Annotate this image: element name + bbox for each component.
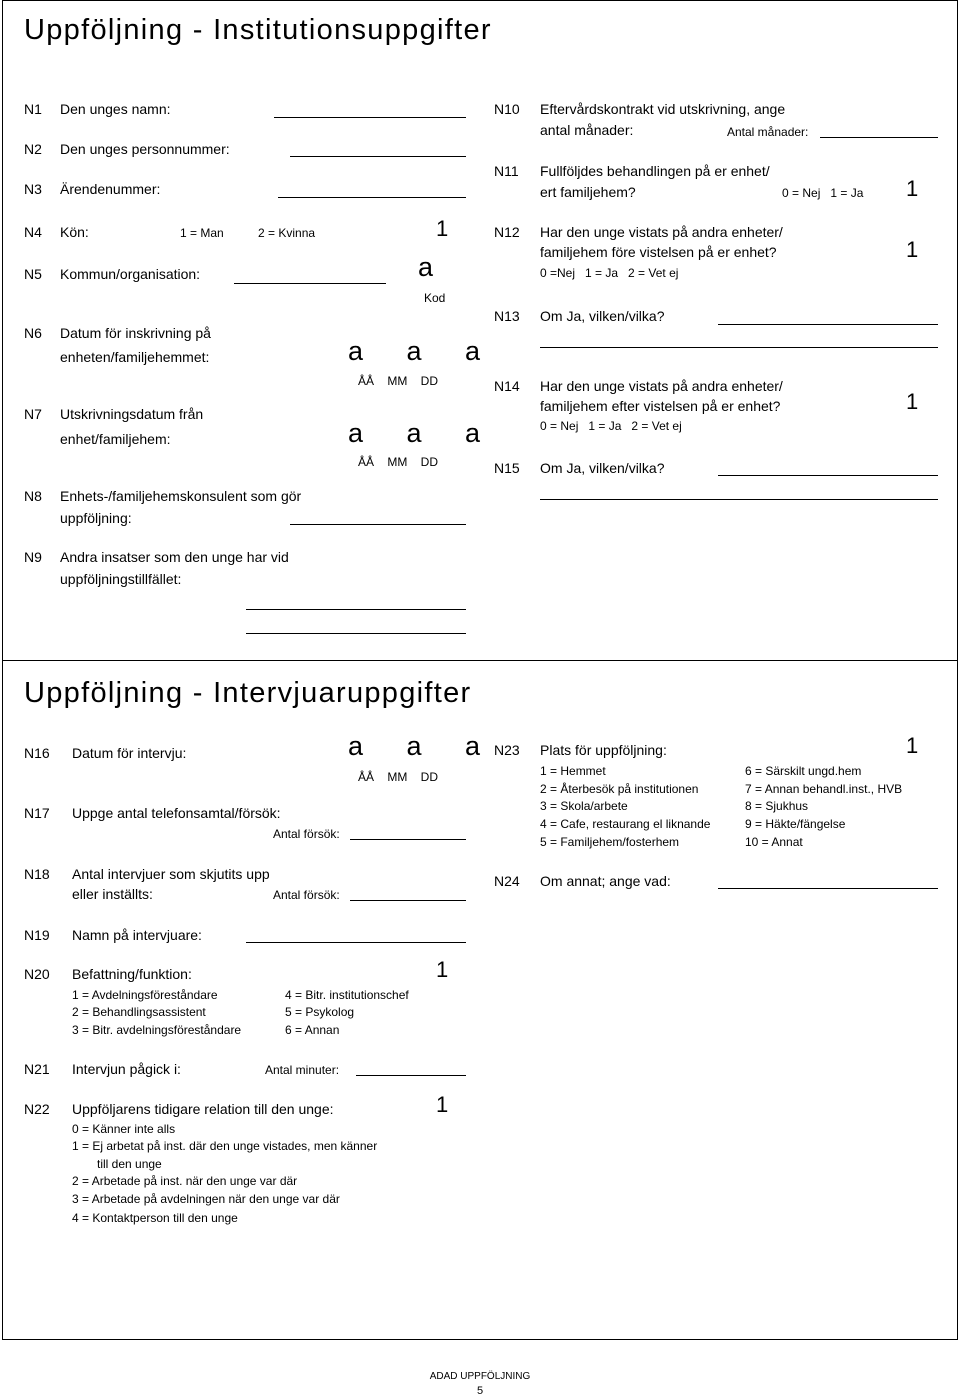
n3-arendenummer-field[interactable] bbox=[278, 197, 466, 198]
n13-vilka-field-2[interactable] bbox=[540, 347, 938, 348]
n13-code: N13 bbox=[494, 308, 520, 324]
n19-code: N19 bbox=[24, 927, 50, 943]
n15-vilka-field-2[interactable] bbox=[540, 499, 938, 500]
n4-option-man: 1 = Man bbox=[180, 226, 224, 240]
n22-option: till den unge bbox=[97, 1157, 162, 1171]
n4-option-kvinna: 2 = Kvinna bbox=[258, 226, 316, 240]
n10-field-label: Antal månader: bbox=[727, 125, 809, 139]
n23-option: 2 = Återbesök på institutionen bbox=[540, 782, 699, 796]
n19-intervjuare-field[interactable] bbox=[246, 942, 466, 943]
n18-label-line1: Antal intervjuer som skjutits upp bbox=[72, 866, 270, 882]
n17-forsok-field[interactable] bbox=[350, 839, 466, 840]
n10-label-line1: Eftervårdskontrakt vid utskrivning, ange bbox=[540, 101, 786, 117]
n8-label-line2: uppföljning: bbox=[60, 510, 132, 526]
n20-answer-box[interactable]: 1 bbox=[436, 957, 449, 982]
n9-label-line1: Andra insatser som den unge har vid bbox=[60, 549, 289, 565]
section1-title: Uppföljning - Institutionsuppgifter bbox=[24, 14, 492, 46]
n3-code: N3 bbox=[24, 181, 42, 197]
n9-insatser-field-2[interactable] bbox=[246, 633, 466, 634]
n20-option: 2 = Behandlingsassistent bbox=[72, 1005, 206, 1019]
n22-option: 0 = Känner inte alls bbox=[72, 1122, 176, 1136]
n1-label: Den unges namn: bbox=[60, 101, 171, 117]
n16-date-labels: ÅÅ MM DD bbox=[358, 770, 439, 784]
n23-label: Plats för uppföljning: bbox=[540, 742, 667, 758]
n17-field-label: Antal försök: bbox=[273, 827, 340, 841]
n7-label-line2: enhet/familjehem: bbox=[60, 431, 171, 447]
n23-code: N23 bbox=[494, 742, 520, 758]
n20-option: 3 = Bitr. avdelningsföreståndare bbox=[72, 1023, 242, 1037]
n6-label-line2: enheten/familjehemmet: bbox=[60, 349, 210, 365]
n22-option: 1 = Ej arbetat på inst. där den unge vistades, men känner bbox=[72, 1139, 378, 1153]
n11-label-line2: ert familjehem? bbox=[540, 184, 636, 200]
n7-date-boxes[interactable]: a a a bbox=[348, 418, 499, 448]
n23-option: 8 = Sjukhus bbox=[745, 799, 809, 813]
n24-annat-field[interactable] bbox=[718, 888, 938, 889]
n4-label: Kön: bbox=[60, 224, 89, 240]
n2-label: Den unges personnummer: bbox=[60, 141, 230, 157]
n20-option: 4 = Bitr. institutionschef bbox=[285, 988, 409, 1002]
n11-label-line1: Fullföljdes behandlingen på er enhet/ bbox=[540, 163, 770, 179]
n15-vilka-field-1[interactable] bbox=[718, 475, 938, 476]
n23-option: 9 = Häkte/fängelse bbox=[745, 817, 846, 831]
n5-label: Kommun/organisation: bbox=[60, 266, 201, 282]
n8-code: N8 bbox=[24, 488, 42, 504]
n9-insatser-field-1[interactable] bbox=[246, 609, 466, 610]
n18-code: N18 bbox=[24, 866, 50, 882]
n18-forsok-field[interactable] bbox=[350, 900, 466, 901]
n20-code: N20 bbox=[24, 966, 50, 982]
n24-code: N24 bbox=[494, 873, 520, 889]
n22-label: Uppföljarens tidigare relation till den unge: bbox=[72, 1101, 334, 1117]
section-divider bbox=[2, 660, 958, 661]
n4-code: N4 bbox=[24, 224, 42, 240]
n2-code: N2 bbox=[24, 141, 42, 157]
n7-date-labels: ÅÅ MM DD bbox=[358, 455, 439, 469]
n21-minuter-field[interactable] bbox=[356, 1075, 466, 1076]
n23-option: 7 = Annan behandl.inst., HVB bbox=[745, 782, 903, 796]
n23-option: 4 = Cafe, restaurang el liknande bbox=[540, 817, 711, 831]
n12-answer-box[interactable]: 1 bbox=[906, 237, 919, 262]
n14-label-line2: familjehem efter vistelsen på er enhet? bbox=[540, 398, 781, 414]
section2-title: Uppföljning - Intervjuaruppgifter bbox=[24, 677, 472, 709]
n7-label-line1: Utskrivningsdatum från bbox=[60, 406, 204, 422]
footer-page-number: 5 bbox=[476, 1385, 484, 1397]
footer-title: ADAD UPPFÖLJNING bbox=[429, 1371, 531, 1382]
n18-field-label: Antal försök: bbox=[273, 888, 340, 902]
n13-vilka-field-1[interactable] bbox=[718, 324, 938, 325]
n6-code: N6 bbox=[24, 325, 42, 341]
n24-label: Om annat; ange vad: bbox=[540, 873, 671, 889]
n6-date-labels: ÅÅ MM DD bbox=[358, 374, 439, 388]
n22-answer-box[interactable]: 1 bbox=[436, 1092, 449, 1117]
n21-label: Intervjun pågick i: bbox=[72, 1061, 181, 1077]
n13-label: Om Ja, vilken/vilka? bbox=[540, 308, 665, 324]
n6-label-line1: Datum för inskrivning på bbox=[60, 325, 211, 341]
n18-label-line2: eller inställts: bbox=[72, 886, 153, 902]
n4-answer-box[interactable]: 1 bbox=[436, 216, 449, 241]
n10-label-line2: antal månader: bbox=[540, 122, 634, 138]
n5-kod-box[interactable]: a bbox=[418, 252, 452, 282]
n11-options: 0 = Nej 1 = Ja bbox=[782, 186, 864, 200]
n20-option: 6 = Annan bbox=[285, 1023, 340, 1037]
n14-code: N14 bbox=[494, 378, 520, 394]
n23-option: 10 = Annat bbox=[745, 835, 803, 849]
n10-manader-field[interactable] bbox=[820, 137, 938, 138]
n19-label: Namn på intervjuare: bbox=[72, 927, 202, 943]
n20-option: 1 = Avdelningsföreståndare bbox=[72, 988, 218, 1002]
n14-answer-box[interactable]: 1 bbox=[906, 389, 919, 414]
n15-label: Om Ja, vilken/vilka? bbox=[540, 460, 665, 476]
n8-label-line1: Enhets-/familjehemskonsulent som gör bbox=[60, 488, 302, 504]
n22-option: 3 = Arbetade på avdelningen när den unge var där bbox=[72, 1192, 340, 1206]
n12-code: N12 bbox=[494, 224, 520, 240]
n12-label-line1: Har den unge vistats på andra enheter/ bbox=[540, 224, 783, 240]
n3-label: Ärendenummer: bbox=[60, 181, 161, 197]
n21-field-label: Antal minuter: bbox=[265, 1063, 340, 1077]
n17-label: Uppge antal telefonsamtal/försök: bbox=[72, 805, 281, 821]
n21-code: N21 bbox=[24, 1061, 50, 1077]
n16-code: N16 bbox=[24, 745, 50, 761]
n14-label-line1: Har den unge vistats på andra enheter/ bbox=[540, 378, 783, 394]
n23-answer-box[interactable]: 1 bbox=[906, 733, 919, 758]
n8-konsulent-field[interactable] bbox=[290, 524, 466, 525]
n9-label-line2: uppföljningstillfället: bbox=[60, 571, 182, 587]
n10-code: N10 bbox=[494, 101, 520, 117]
n20-label: Befattning/funktion: bbox=[72, 966, 192, 982]
n11-code: N11 bbox=[494, 163, 519, 179]
n22-code: N22 bbox=[24, 1101, 50, 1117]
n12-options: 0 =Nej 1 = Ja 2 = Vet ej bbox=[540, 266, 679, 280]
n1-code: N1 bbox=[24, 101, 42, 117]
n6-date-boxes[interactable]: a a a bbox=[348, 336, 499, 366]
n23-option: 1 = Hemmet bbox=[540, 764, 606, 778]
n5-kod-label: Kod bbox=[424, 291, 446, 305]
n11-answer-box[interactable]: 1 bbox=[906, 176, 919, 201]
n17-code: N17 bbox=[24, 805, 50, 821]
n1-name-field[interactable] bbox=[274, 117, 466, 118]
n23-option: 6 = Särskilt ungd.hem bbox=[745, 764, 862, 778]
n15-code: N15 bbox=[494, 460, 520, 476]
n16-label: Datum för intervju: bbox=[72, 745, 187, 761]
n23-option: 5 = Familjehem/fosterhem bbox=[540, 835, 680, 849]
n5-kommun-field[interactable] bbox=[234, 283, 386, 284]
n20-option: 5 = Psykolog bbox=[285, 1005, 355, 1019]
n7-code: N7 bbox=[24, 406, 42, 422]
n22-option: 4 = Kontaktperson till den unge bbox=[72, 1211, 238, 1225]
n5-code: N5 bbox=[24, 266, 42, 282]
n16-date-boxes[interactable]: a a a bbox=[348, 731, 499, 761]
n12-label-line2: familjehem före vistelsen på er enhet? bbox=[540, 244, 777, 260]
n9-code: N9 bbox=[24, 549, 42, 565]
n23-option: 3 = Skola/arbete bbox=[540, 799, 628, 813]
n14-options: 0 = Nej 1 = Ja 2 = Vet ej bbox=[540, 419, 682, 433]
n2-personnummer-field[interactable] bbox=[290, 156, 466, 157]
n22-option: 2 = Arbetade på inst. när den unge var där bbox=[72, 1174, 298, 1188]
